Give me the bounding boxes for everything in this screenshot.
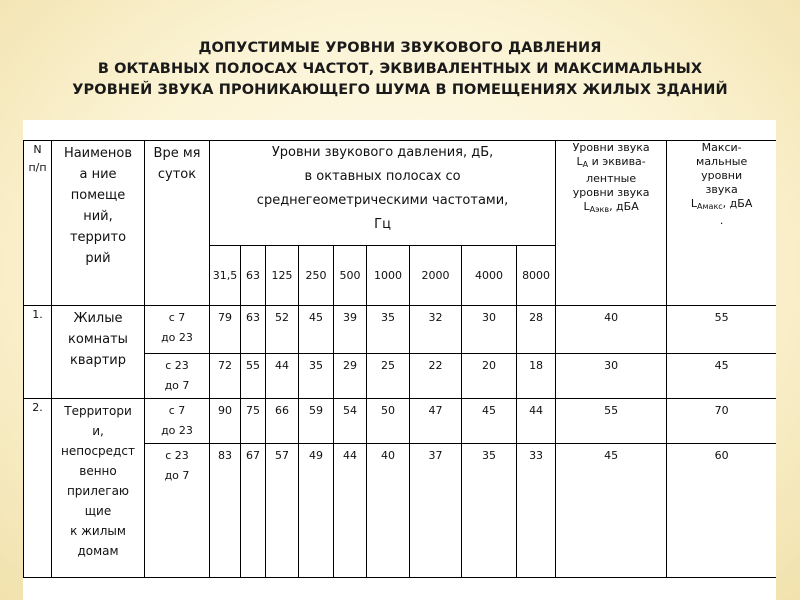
row-name-line: венно xyxy=(79,464,117,478)
eq-value: 55 xyxy=(556,399,667,444)
max-value: 55 xyxy=(667,306,776,354)
value-cell: 57 xyxy=(266,444,299,578)
row-time xyxy=(145,354,210,399)
freq-cell: 125 xyxy=(266,246,299,306)
header-name-3: помеще xyxy=(70,188,126,203)
row-number: 2. xyxy=(24,399,52,578)
header-equivalent xyxy=(556,141,667,306)
row-name-line: домам xyxy=(77,544,119,558)
header-eq-5a: L xyxy=(583,200,590,213)
value-cell: 32 xyxy=(410,306,462,354)
value-cell: 54 xyxy=(334,399,367,444)
header-name-1: Наименов xyxy=(63,146,133,161)
value-cell: 49 xyxy=(299,444,334,578)
header-max xyxy=(667,141,776,306)
freq-cell: 500 xyxy=(334,246,367,306)
value-cell: 75 xyxy=(241,399,266,444)
row-name xyxy=(52,306,145,399)
value-cell: 30 xyxy=(462,306,517,354)
row-time-1: с 23 xyxy=(165,449,189,462)
value-cell: 44 xyxy=(334,444,367,578)
freq-cell: 2000 xyxy=(410,246,462,306)
row-name-line: квартир xyxy=(69,353,126,368)
header-name xyxy=(52,141,145,306)
title-line-1: ДОПУСТИМЫЕ УРОВНИ ЗВУКОВОГО ДАВЛЕНИЯ xyxy=(198,40,602,56)
value-cell: 20 xyxy=(462,354,517,399)
value-cell: 35 xyxy=(462,444,517,578)
value-cell: 67 xyxy=(241,444,266,578)
header-max-6: . xyxy=(719,214,724,227)
value-cell: 59 xyxy=(299,399,334,444)
value-cell: 40 xyxy=(367,444,410,578)
header-levels-1: Уровни звукового давления, дБ, xyxy=(271,145,494,160)
row-name-line: Жилые xyxy=(73,311,123,326)
header-levels-3: среднегеометрическими частотами, xyxy=(256,193,509,208)
title-line-3: УРОВНЕЙ ЗВУКА ПРОНИКАЮЩЕГО ШУМА В ПОМЕЩЕНИЯХ ЖИЛЫХ ЗДАНИЙ xyxy=(72,82,728,98)
header-row xyxy=(24,141,777,246)
value-cell: 83 xyxy=(210,444,241,578)
header-levels-2: в октавных полосах со xyxy=(304,169,461,184)
header-time xyxy=(145,141,210,306)
eq-value: 45 xyxy=(556,444,667,578)
row-time xyxy=(145,306,210,354)
row-time-2: до 23 xyxy=(161,331,193,344)
row-time-2: до 23 xyxy=(161,424,193,437)
value-cell: 44 xyxy=(266,354,299,399)
header-time-1: Вре мя xyxy=(153,146,201,161)
value-cell: 37 xyxy=(410,444,462,578)
row-name-line: щие xyxy=(84,504,112,518)
value-cell: 22 xyxy=(410,354,462,399)
header-eq-2sub: А xyxy=(582,160,589,169)
row-time-1: с 7 xyxy=(168,404,186,417)
value-cell: 47 xyxy=(410,399,462,444)
value-cell: 90 xyxy=(210,399,241,444)
header-num-1: N xyxy=(33,143,42,156)
value-cell: 45 xyxy=(462,399,517,444)
header-eq-1: Уровни звука xyxy=(572,141,650,154)
value-cell: 33 xyxy=(517,444,556,578)
value-cell: 55 xyxy=(241,354,266,399)
header-levels xyxy=(210,141,556,246)
value-cell: 29 xyxy=(334,354,367,399)
header-time-2: суток xyxy=(157,167,197,182)
table-container xyxy=(23,120,776,600)
table-row xyxy=(24,306,777,354)
max-value: 45 xyxy=(667,354,776,399)
header-max-5sub: Амакс xyxy=(697,202,723,211)
row-time xyxy=(145,444,210,578)
value-cell: 52 xyxy=(266,306,299,354)
row-time-2: до 7 xyxy=(164,379,190,392)
value-cell: 35 xyxy=(299,354,334,399)
header-levels-4: Гц xyxy=(374,217,391,232)
row-name xyxy=(52,399,145,578)
row-name-line: Территори xyxy=(64,404,132,418)
value-cell: 35 xyxy=(367,306,410,354)
slide-title xyxy=(40,38,760,101)
row-number: 1. xyxy=(24,306,52,399)
value-cell: 63 xyxy=(241,306,266,354)
header-eq-5b: , дБА xyxy=(609,200,639,213)
value-cell: 25 xyxy=(367,354,410,399)
freq-cell: 250 xyxy=(299,246,334,306)
value-cell: 39 xyxy=(334,306,367,354)
max-value: 70 xyxy=(667,399,776,444)
header-eq-2a: L xyxy=(576,155,583,168)
freq-cell: 1000 xyxy=(367,246,410,306)
freq-cell: 63 xyxy=(241,246,266,306)
eq-value: 30 xyxy=(556,354,667,399)
header-name-2: а ние xyxy=(79,167,117,182)
header-max-5a: L xyxy=(690,197,698,210)
header-name-5: террито xyxy=(69,230,127,245)
row-time xyxy=(145,399,210,444)
freq-cell: 8000 xyxy=(517,246,556,306)
row-time-1: с 23 xyxy=(165,359,189,372)
row-name-line: комнаты xyxy=(68,332,128,347)
value-cell: 18 xyxy=(517,354,556,399)
row-time-1: с 7 xyxy=(168,311,186,324)
value-cell: 45 xyxy=(299,306,334,354)
noise-levels-table xyxy=(23,140,776,578)
freq-cell: 31,5 xyxy=(210,246,241,306)
value-cell: 44 xyxy=(517,399,556,444)
row-time-2: до 7 xyxy=(164,469,190,482)
eq-value: 40 xyxy=(556,306,667,354)
header-eq-2 xyxy=(557,155,665,172)
row-name-line: и, xyxy=(92,424,104,438)
row-name-line: к жилым xyxy=(70,524,126,538)
header-max-3: уровни xyxy=(701,169,743,182)
header-eq-2b: и эквива- xyxy=(588,155,646,168)
value-cell: 72 xyxy=(210,354,241,399)
header-name-4: ний, xyxy=(83,209,113,224)
row-name-line: непосредст xyxy=(61,444,135,458)
table-row xyxy=(24,399,777,444)
header-max-2: мальные xyxy=(696,155,748,168)
value-cell: 79 xyxy=(210,306,241,354)
value-cell: 50 xyxy=(367,399,410,444)
header-max-4: звука xyxy=(705,183,738,196)
header-eq-5 xyxy=(557,200,665,217)
title-line-2: В ОКТАВНЫХ ПОЛОСАХ ЧАСТОТ, ЭКВИВАЛЕНТНЫХ И МАКСИМАЛЬНЫХ xyxy=(97,61,703,77)
header-num xyxy=(24,141,52,306)
header-eq-4: уровни звука xyxy=(572,186,650,199)
header-max-1: Макси- xyxy=(701,141,742,154)
freq-cell: 4000 xyxy=(462,246,517,306)
header-max-5 xyxy=(668,197,775,214)
value-cell: 28 xyxy=(517,306,556,354)
header-eq-5sub: Аэкв xyxy=(589,205,610,214)
header-max-5b: , дБА xyxy=(722,197,753,210)
header-num-2: п/п xyxy=(28,161,47,174)
header-eq-3: лентные xyxy=(586,172,637,185)
header-name-6: рий xyxy=(85,251,111,266)
row-name-line: прилегаю xyxy=(66,484,130,498)
value-cell: 66 xyxy=(266,399,299,444)
max-value: 60 xyxy=(667,444,776,578)
